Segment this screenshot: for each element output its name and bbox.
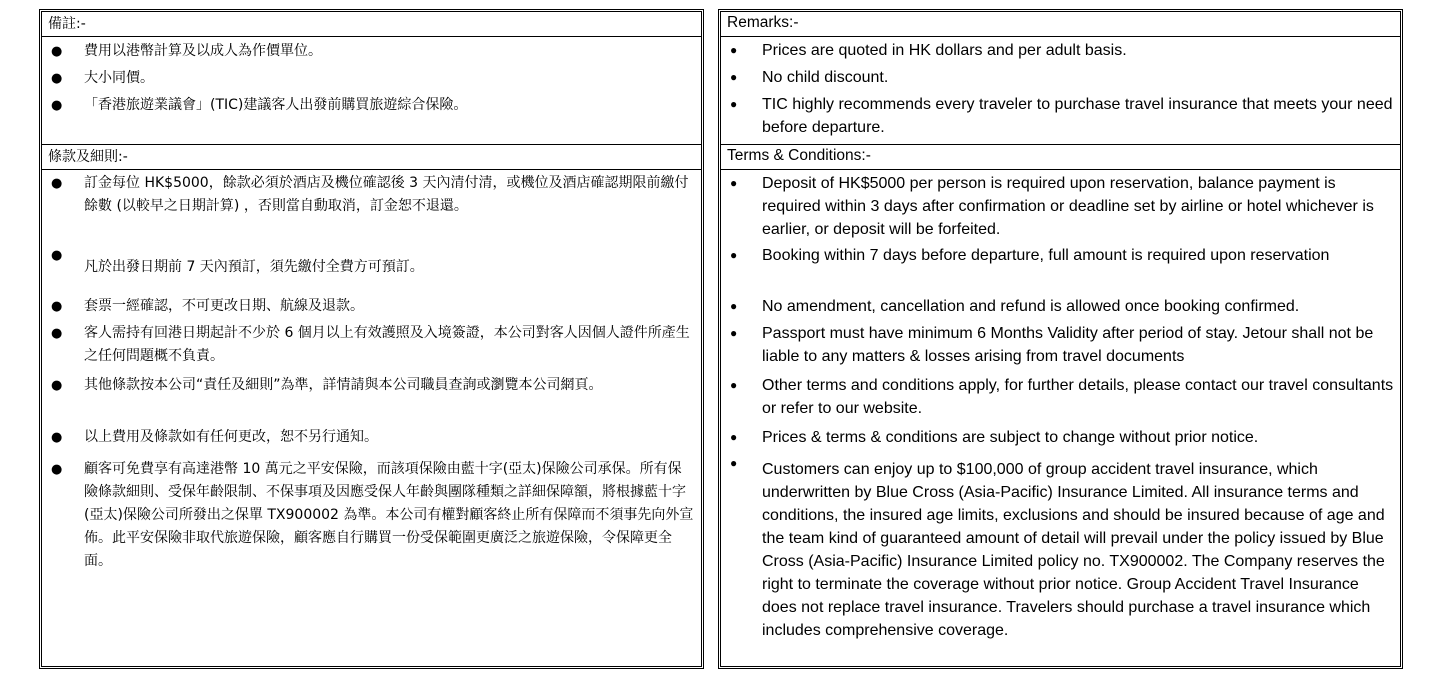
bullet-icon: ● <box>730 97 738 111</box>
list-item: ● 大小同價。 <box>42 67 695 90</box>
zh-remarks-heading: 備註:- <box>48 16 86 32</box>
bullet-icon: ● <box>730 378 738 392</box>
bullet-icon: ● <box>730 70 738 84</box>
en-terms-heading: Terms & Conditions:- <box>727 147 871 164</box>
bullet-icon: ● <box>51 44 63 59</box>
list-item: ● TIC highly recommends every traveler to purchase travel insurance that meets your need before departure. <box>721 93 1394 139</box>
list-item: ● Other terms and conditions apply, for further details, please contact our travel consultants or refer to our website. <box>721 374 1394 420</box>
list-item: ● Deposit of HK$5000 per person is required upon reservation, balance payment is required within 3 days after confirmation or deadline set by airline or hotel whichever is earlier, or deposit will be forfeited. <box>721 172 1394 241</box>
list-item: ● 客人需持有回港日期起計不少於 6 個月以上有效護照及入境簽證，本公司對客人因個人證件所產生之任何問題概不負責。 <box>42 322 695 368</box>
list-item: ● Customers can enjoy up to $100,000 of group accident travel insurance, which underwritten by Blue Cross (Asia-Pacific) Insurance Limited. All insurance terms and conditions, the insured age limits, exclusions and should be insured because of age and the team kind of guaranteed amount of detail will prevail under the policy issued by Blue Cross (Asia-Pacific) Insurance Limited policy no. TX900002. The Company reserves the right to terminate the coverage without prior notice. Group Accident Travel Insurance does not replace travel insurance. Travelers should purchase a travel insurance which includes comprehensive coverage. <box>721 458 1394 642</box>
bullet-icon: ● <box>730 248 738 262</box>
zh-divider <box>42 144 701 145</box>
bullet-icon: ● <box>51 248 63 263</box>
zh-divider <box>42 36 701 37</box>
list-item: ● 其他條款按本公司“責任及細則”為準，詳情請與本公司職員查詢或瀏覽本公司網頁。 <box>42 374 695 397</box>
bullet-icon: ● <box>51 299 63 314</box>
list-item: ● No child discount. <box>721 66 1394 89</box>
list-item: ● Passport must have minimum 6 Months Validity after period of stay. Jetour shall not be liable to any matters & losses arising from travel documents <box>721 322 1394 368</box>
bullet-icon: ● <box>51 378 63 393</box>
bullet-icon: ● <box>51 430 63 445</box>
en-divider <box>721 169 1400 170</box>
list-item: ● No amendment, cancellation and refund is allowed once booking confirmed. <box>721 295 1394 318</box>
en-divider <box>721 144 1400 145</box>
list-item: ● 以上費用及條款如有任何更改，恕不另行通知。 <box>42 426 695 449</box>
list-item: ● Prices & terms & conditions are subject to change without prior notice. <box>721 426 1394 449</box>
list-item: ● 顧客可免費享有高達港幣 10 萬元之平安保險，而該項保險由藍十字(亞太)保險公司承保。所有保險條款細則、受保年齡限制、不保事項及因應受保人年齡與團隊種類之詳細保障額，將根據藍十字(亞太)保險公司所發出之保單 TX900002 為準。本公司有權對顧客終止所有保障而不須事先向外宣佈。此平安保險非取代旅遊保險，顧客應自行購買一份受保範圍更廣泛之旅遊保險，令保障更全面。 <box>42 458 695 573</box>
bullet-icon: ● <box>51 326 63 341</box>
en-remarks-heading: Remarks:- <box>727 14 799 31</box>
bullet-icon: ● <box>730 326 738 340</box>
list-item: ● 套票一經確認，不可更改日期、航線及退款。 <box>42 295 695 318</box>
list-item: ● 凡於出發日期前 7 天內預訂，須先繳付全費方可預訂。 <box>42 256 695 279</box>
bullet-icon: ● <box>730 299 738 313</box>
zh-terms-heading: 條款及細則:- <box>48 149 128 165</box>
list-item: ● Prices are quoted in HK dollars and per adult basis. <box>721 39 1394 62</box>
list-item: ● 費用以港幣計算及以成人為作價單位。 <box>42 40 695 63</box>
list-item: ● Booking within 7 days before departure, full amount is required upon reservation <box>721 244 1394 267</box>
bullet-icon: ● <box>51 98 63 113</box>
bullet-icon: ● <box>51 462 63 477</box>
bullet-icon: ● <box>730 456 738 470</box>
chinese-remarks-panel <box>39 9 704 669</box>
bullet-icon: ● <box>730 176 738 190</box>
bullet-icon: ● <box>51 176 63 191</box>
bullet-icon: ● <box>730 430 738 444</box>
english-remarks-panel <box>718 9 1403 669</box>
en-divider <box>721 36 1400 37</box>
bullet-icon: ● <box>730 43 738 57</box>
zh-divider <box>42 169 701 170</box>
list-item: ● 「香港旅遊業議會」(TIC)建議客人出發前購買旅遊綜合保險。 <box>42 94 695 117</box>
list-item: ● 訂金每位 HK$5000，餘款必須於酒店及機位確認後 3 天內清付清，或機位及酒店確認期限前繳付餘數 (以較早之日期計算) ，否則當自動取消，訂金恕不退還。 <box>42 172 695 218</box>
bullet-icon: ● <box>51 71 63 86</box>
